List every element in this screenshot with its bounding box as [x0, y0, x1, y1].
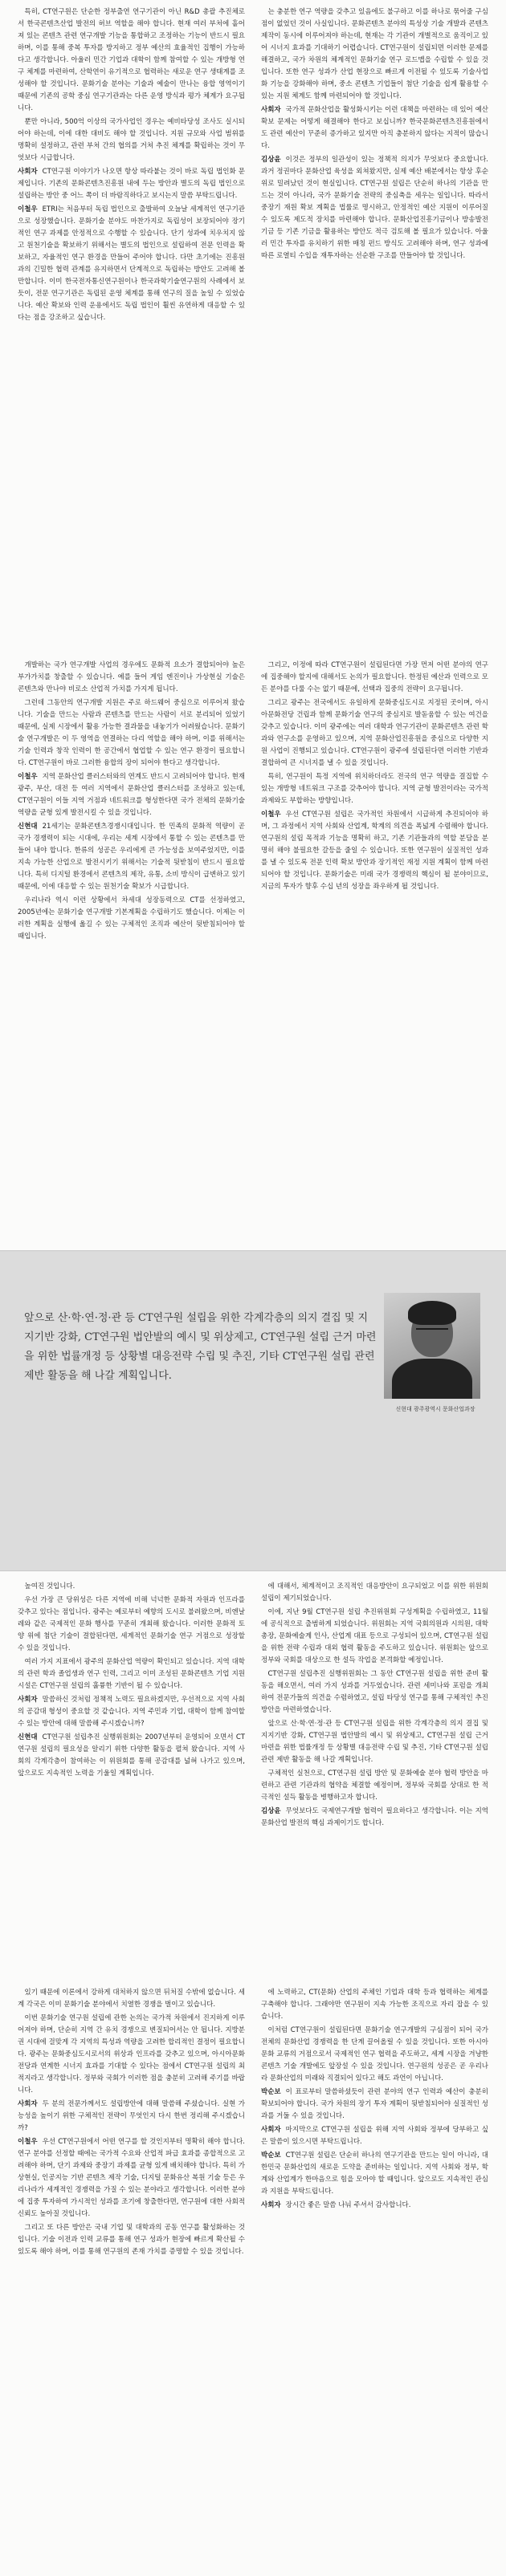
paragraph	[18, 2099, 245, 2135]
paragraph	[261, 771, 488, 807]
speaker-name: 신현대	[18, 823, 38, 831]
paragraph-text: 국가적 문화산업을 활성화시키는 이런 대책을 마련하는 데 있어 예산 확보 문제는 어떻게 해결해야 한다고 보십니까? 한국문화콘텐츠진흥원에서도 관련 예산이 꾸준히 증가하고 있지만 아직 충분하지 않다는 지적이 많습니다.	[261, 106, 488, 150]
paragraph	[261, 1668, 488, 1717]
speaker-name: 사회자	[261, 106, 281, 114]
speaker-name: 김상윤	[261, 1807, 281, 1815]
speaker-name: 신현대	[18, 1733, 38, 1741]
paragraph-text: 이처럼 CT연구원이 설립된다면 문화기술 연구개발의 구심점이 되어 국가 전체의 문화산업 경쟁력을 한 단계 끌어올릴 수 있을 것입니다. 또한 아시아 문화 교류의 거점으로서 국제적인 연구 협력을 주도하고, 세계 시장을 겨냥한 콘텐츠 기술 개발에도 앞장설 수 있을 것입니다. 연구원의 성공은 곧 우리나라 문화산업의 미래와 직결되어 있다고 해도 과언이 아닙니다.	[261, 2026, 488, 2082]
paragraph-text: 우선 CT연구원에서 어떤 연구를 할 것인지부터 명확히 해야 합니다. 연구 분야를 선정할 때에는 국가적 수요와 산업적 파급 효과를 종합적으로 고려해야 하며, 단기 과제와 중장기 과제를 균형 있게 배치해야 합니다. 특히 가상현실, 인공지능 기반 콘텐츠 제작 기술, 디지털 문화유산 복원 기술 등은 우리나라가 세계적인 경쟁력을 가질 수 있는 분야라고 생각합니다. 이러한 분야에 집중 투자하여 가시적인 성과를 조기에 창출한다면, 연구원에 대한 사회적 신뢰도 높아질 것입니다.	[18, 2138, 245, 2218]
paragraph	[18, 2222, 245, 2258]
paragraph-text: 에 대해서, 체계적이고 조직적인 대응방안이 요구되었고 이를 위한 위원회 설립이 제기되었습니다.	[261, 1583, 488, 1603]
article-section-1	[0, 6, 506, 634]
paragraph	[261, 660, 488, 696]
paragraph	[18, 2013, 245, 2097]
paragraph-text: 뿐만 아니라, 500억 이상의 국가사업인 경우는 예비타당성 조사도 실시되어야 하는데, 이에 대한 대비도 해야 할 것입니다. 지원 규모와 사업 범위를 명확히 설정하고, 관련 부처 간의 협의를 거쳐 추진 체계를 확립하는 것이 무엇보다 시급합니다.	[18, 118, 245, 162]
speaker-name: 사회자	[18, 168, 38, 176]
paragraph-text: 그런데 그동안의 연구개발 지원은 주로 하드웨어 중심으로 이루어져 왔습니다. 기술을 만드는 사람과 콘텐츠를 만드는 사람이 서로 분리되어 있었기 때문에, 실제 시장에서 활용 가능한 결과물을 내놓기가 어려웠습니다. 문화기술 연구개발은 이 두 영역을 연결하는 다리 역할을 해야 하며, 이를 위해서는 기술 인력과 창작 인력이 한 공간에서 협업할 수 있는 연구 환경이 필요합니다. CT연구원이 바로 그러한 융합의 장이 되어야 한다고 생각합니다.	[18, 699, 245, 767]
speaker-name: 박순보	[261, 2088, 281, 2096]
paragraph	[261, 1581, 488, 1605]
paragraph-text: 여러 가지 지표에서 광주의 문화산업 역량이 확인되고 있습니다. 지역 대학의 관련 학과 졸업생과 연구 인력, 그리고 이미 조성된 문화콘텐츠 기업 지원 시설은 CT연구원 설립의 훌륭한 기반이 될 수 있습니다.	[18, 1658, 245, 1690]
paragraph	[261, 2200, 488, 2212]
pull-quote-text: 앞으로 산·학·연·정·관 등 CT연구원 설립을 위한 각계각층의 의지 결집 및 지지기반 강화, CT연구원 법안발의 예시 및 위상제고, CT연구원 설립 근거 마련을 위한 법률개정 등 상황별 대응전략 수립 및 추진, 기타 CT연구원 설립 관련 제반 활동을 해 나갈 계획입니다.	[24, 1312, 377, 1382]
paragraph	[18, 166, 245, 202]
paragraph-text: 말씀하신 것처럼 정책적 노력도 필요하겠지만, 우선적으로 지역 사회의 공감대 형성이 중요할 것 같습니다. 지역 주민과 기업, 대학이 함께 참여할 수 있는 방안에 대해 말씀해 주시겠습니까?	[18, 1696, 245, 1728]
paragraph	[18, 771, 245, 819]
speaker-name: 사회자	[261, 2201, 281, 2209]
paragraph	[18, 821, 245, 893]
portrait-hair	[408, 1301, 456, 1325]
paragraph-text: 무엇보다도 국제연구개발 협력이 필요하다고 생각합니다. 이는 지역 문화산업 발전의 핵심 과제이기도 합니다.	[261, 1807, 488, 1827]
speaker-name: 이철우	[18, 2138, 38, 2146]
article-section-4	[0, 1987, 506, 2573]
paragraph-text: 특히, CT연구원은 단순한 정부출연 연구기관이 아닌 R&D 총괄 추진체로서 한국콘텐츠산업 발전의 허브 역할을 해야 합니다. 현재 여러 부처에 흩어져 있는 콘텐츠 관련 연구개발 기능을 통합하고 조정하는 기능이 반드시 필요하며, 이를 통해 중복 투자를 방지하고 정부 예산의 효율적인 집행이 가능하다고 생각합니다. 아울러 민간 기업과 대학이 함께 참여할 수 있는 개방형 연구 체계를 마련하여, 산학연이 유기적으로 협력하는 새로운 연구 생태계를 조성해야 할 것입니다. 문화기술 분야는 기술과 예술이 만나는 융합 영역이기 때문에 기존의 공학 중심 연구기관과는 다른 운영 방식과 평가 체계가 요구됩니다.	[18, 8, 245, 112]
speaker-name: 사회자	[18, 1696, 38, 1704]
paragraph	[261, 2124, 488, 2148]
paragraph-text: 지역 문화산업 클러스터와의 연계도 반드시 고려되어야 합니다. 현재 광주, 부산, 대전 등 여러 지역에서 문화산업 클러스터를 조성하고 있는데, CT연구원이 이들 지역 거점과 네트워크를 형성한다면 국가 전체의 문화기술 역량을 균형 있게 발전시킬 수 있을 것입니다.	[18, 773, 245, 817]
speaker-name: 사회자	[261, 2126, 281, 2134]
portrait-glasses	[416, 1328, 448, 1336]
column-left	[18, 660, 245, 1236]
paragraph-text: CT연구원 설립은 단순히 하나의 연구기관을 만드는 일이 아니라, 대한민국 문화산업의 새로운 도약을 준비하는 일입니다. 지역 사회와 정부, 학계와 산업계가 한마음으로 힘을 모아야 할 때입니다. 앞으로도 지속적인 관심과 지원을 부탁드립니다.	[261, 2151, 488, 2196]
paragraph	[18, 1581, 245, 1593]
speaker-portrait	[384, 1293, 480, 1399]
column-right	[261, 660, 488, 1236]
paragraph-text: 21세기는 문화콘텐츠경쟁시대입니다. 한 민족의 문화적 역량이 곧 국가 경쟁력이 되는 시대에, 우리는 세계 시장에서 통할 수 있는 콘텐츠를 만들어 내야 합니다. 한류의 성공은 우리에게 큰 가능성을 보여주었지만, 이를 지속 가능한 산업으로 발전시키기 위해서는 기술적 뒷받침이 반드시 필요합니다. 특히 디지털 환경에서 콘텐츠의 제작, 유통, 소비 방식이 급변하고 있기 때문에, 이에 대응할 수 있는 원천기술 확보가 시급합니다.	[18, 823, 245, 891]
paragraph-text: 에 노력하고, CT(문화) 산업의 주체인 기업과 대학 등과 협력하는 체계를 구축해야 합니다. 그래야만 연구원이 지속 가능한 조직으로 자리 잡을 수 있습니다.	[261, 1989, 488, 2021]
paragraph	[261, 1607, 488, 1667]
paragraph	[18, 116, 245, 165]
paragraph-text: 구체적인 실천으로, CT연구원 설립 방안 및 문화예술 분야 협력 방안을 마련하고 관련 기관과의 협약을 체결할 예정이며, 정부와 국회를 상대로 한 적극적인 설득 활동을 병행하고자 합니다.	[261, 1769, 488, 1802]
speaker-name: 박순보	[261, 2151, 281, 2160]
paragraph	[261, 2025, 488, 2085]
paragraph-text: 그리고 광주는 전국에서도 유일하게 문화중심도시로 지정된 곳이며, 아시아문화전당 건립과 함께 문화기술 연구의 중심지로 발돋움할 수 있는 여건을 갖추고 있습니다. 이미 광주에는 여러 대학과 연구기관이 문화콘텐츠 관련 학과와 연구소를 운영하고 있으며, 지역 문화산업진흥원을 중심으로 다양한 지원 사업이 진행되고 있습니다. CT연구원이 광주에 설립된다면 이러한 기반과 결합하여 큰 시너지를 낼 수 있을 것입니다.	[261, 699, 488, 767]
paragraph-text: 장시간 좋은 말씀 나눠 주셔서 감사합니다.	[285, 2201, 411, 2209]
paragraph-text: 개발하는 국가 연구개발 사업의 경우에도 문화적 요소가 결합되어야 높은 부가가치를 창출할 수 있습니다. 예를 들어 게임 엔진이나 가상현실 기술은 콘텐츠와 만나야 비로소 산업적 가치를 가지게 됩니다.	[18, 661, 245, 693]
speaker-name: 이철우	[18, 205, 38, 213]
paragraph	[261, 104, 488, 152]
paragraph	[18, 1656, 245, 1692]
paragraph	[18, 895, 245, 943]
paragraph	[18, 204, 245, 324]
paragraph	[261, 1806, 488, 1830]
paragraph-text: CT연구원 이야기가 나오면 항상 따라붙는 것이 바로 독립 법인화 문제입니다. 기존의 문화콘텐츠진흥원 내에 두는 방안과 별도의 독립 법인으로 설립하는 방안 중 어느 쪽이 더 바람직하다고 보시는지 말씀 부탁드립니다.	[18, 168, 245, 200]
article-section-3	[0, 1581, 506, 1974]
paragraph-text: 우리나라 역시 이런 상황에서 차세대 성장동력으로 CT를 선정하였고, 2005년에는 문화기술 연구개발 기본계획을 수립하기도 했습니다. 이제는 이러한 계획을 실행에 옮길 수 있는 구체적인 조직과 예산이 뒷받침되어야 할 때입니다.	[18, 896, 245, 941]
paragraph	[18, 1595, 245, 1655]
paragraph-text: 높여진 것입니다.	[24, 1583, 75, 1591]
paragraph	[261, 154, 488, 262]
paragraph-text: 그리고 또 다른 방안은 국내 기업 및 대학과의 공동 연구를 활성화하는 것입니다. 기술 이전과 인력 교류를 통해 연구 성과가 현장에 빠르게 확산될 수 있도록 해야 하며, 이를 통해 연구원의 존재 가치를 증명할 수 있을 것입니다.	[18, 2224, 245, 2256]
paragraph-text: 이 표로부터 말씀하셨듯이 관련 분야의 연구 인력과 예산이 충분히 확보되어야 합니다. 국가 차원의 장기 투자 계획이 뒷받침되어야 실질적인 성과를 거둘 수 있을 것입니다.	[261, 2088, 488, 2120]
paragraph-text: 특히, 연구원이 특정 지역에 위치하더라도 전국의 연구 역량을 결집할 수 있는 개방형 네트워크 구조를 갖추어야 합니다. 지역 균형 발전이라는 국가적 과제와도 부합하는 방향입니다.	[261, 773, 488, 805]
paragraph-text: 는 충분한 연구 역량을 갖추고 있음에도 불구하고 이를 하나로 묶어줄 구심점이 없었던 것이 사실입니다. 문화콘텐츠 분야의 특성상 기술 개발과 콘텐츠 제작이 동시에 이루어져야 하는데, 현재는 각 기관이 개별적으로 움직이고 있어 시너지 효과를 기대하기 어렵습니다. CT연구원이 설립되면 이러한 문제를 해결하고, 국가 차원의 체계적인 문화기술 연구 로드맵을 수립할 수 있을 것입니다. 또한 연구 성과가 산업 현장으로 빠르게 이전될 수 있도록 기술사업화 기능을 강화해야 하며, 중소 콘텐츠 기업들이 첨단 기술을 쉽게 활용할 수 있는 지원 체계도 함께 마련되어야 할 것입니다.	[261, 8, 488, 100]
article-section-2	[0, 660, 506, 1236]
column-right	[261, 1987, 488, 2573]
paragraph-text: CT연구원 설립추진 실행위원회는 2007년부터 운영되어 오면서 CT연구원 설립의 필요성을 알리기 위한 다양한 활동을 펼쳐 왔습니다. 지역 사회의 각계각층이 참여하는 이 위원회를 통해 공감대를 넓혀 나가고 있으며, 앞으로도 지속적인 노력을 기울일 계획입니다.	[18, 1733, 245, 1778]
speaker-name: 이철우	[18, 773, 38, 781]
paragraph-text: 두 분의 전문가께서도 설립방안에 대해 말씀해 주셨습니다. 실현 가능성을 높이기 위한 구체적인 전략이 무엇인지 다시 한번 정리해 주시겠습니까?	[18, 2100, 245, 2132]
paragraph-text: 마지막으로 CT연구원 설립을 위해 지역 사회와 정부에 당부하고 싶은 말씀이 있으시면 부탁드립니다.	[261, 2126, 488, 2146]
column-left	[18, 1581, 245, 1974]
paragraph-text: 우선 가장 큰 당위성은 다른 지역에 비해 넉넉한 문화적 자원과 인프라를 갖추고 있다는 점입니다. 광주는 예로부터 예향의 도시로 불려왔으며, 비엔날레와 같은 국제적인 문화 행사를 꾸준히 개최해 왔습니다. 이러한 문화적 토양 위에 첨단 기술이 결합된다면, 세계적인 문화기술 연구 거점으로 성장할 수 있을 것입니다.	[18, 1596, 245, 1652]
paragraph	[18, 697, 245, 770]
paragraph	[18, 6, 245, 115]
paragraph	[18, 1732, 245, 1780]
paragraph	[261, 1987, 488, 2023]
paragraph-text: 이에, 지난 9월 CT연구원 설립 추진위원회 구성계획을 수립하였고, 11월에 공식적으로 출범하게 되었습니다. 위원회는 지역 국회의원과 시의원, 대학 총장, 문화예술계 인사, 산업계 대표 등으로 구성되어 있으며, CT연구원 설립을 위한 전략 수립과 대외 협력 활동을 주도하고 있습니다. 위원회는 앞으로 정부와 국회를 대상으로 한 설득 작업을 본격화할 예정입니다.	[261, 1608, 488, 1664]
paragraph-text: ETRI는 처음부터 독립 법인으로 출발하여 오늘날 세계적인 연구기관으로 성장했습니다. 문화기술 분야도 마찬가지로 독립성이 보장되어야 장기적인 연구 과제를 안정적으로 수행할 수 있습니다. 단기 성과에 치우치지 않고 원천기술을 확보하기 위해서는 별도의 법인으로 설립하여 전문 인력을 확보하고, 자율적인 연구 환경을 만들어 주어야 합니다. 다만 초기에는 진흥원과의 긴밀한 협력 관계를 유지하면서 단계적으로 독립하는 방안도 고려해 볼 만합니다. 이미 한국전자통신연구원이나 한국과학기술연구원의 사례에서 보듯이, 전문 연구기관은 독립된 운영 체계를 통해 연구의 질을 높일 수 있었습니다. 예산 확보와 인력 운용에서도 독립 법인이 훨씬 유연하게 대응할 수 있다는 점을 강조하고 싶습니다.	[18, 205, 245, 322]
paragraph	[261, 6, 488, 103]
paragraph	[18, 1987, 245, 2011]
speaker-name: 이철우	[261, 811, 281, 819]
paragraph	[261, 2150, 488, 2198]
paragraph	[261, 697, 488, 770]
column-left	[18, 1987, 245, 2573]
paragraph	[18, 1694, 245, 1730]
paragraph-text: CT연구원 설립추진 실행위원회는 그 동안 CT연구원 설립을 위한 준비 활동을 해오면서, 여러 가지 성과를 거두었습니다. 관련 세미나와 포럼을 개최하여 전문가들의 의견을 수렴하였고, 설립 타당성 연구를 통해 구체적인 추진 방안을 마련하였습니다.	[261, 1670, 488, 1714]
column-right	[261, 6, 488, 634]
paragraph	[261, 2086, 488, 2123]
column-right	[261, 1581, 488, 1974]
speaker-name: 사회자	[18, 2100, 38, 2108]
paragraph-text: 이것은 정부의 일관성이 있는 정책적 의지가 무엇보다 중요합니다. 과거 정권마다 문화산업 육성을 외쳐왔지만, 실제 예산 배분에서는 항상 후순위로 밀려났던 것이 현실입니다. CT연구원 설립은 단순히 하나의 기관을 만드는 것이 아니라, 국가 문화기술 전략의 중심축을 세우는 일입니다. 따라서 중장기 재원 확보 계획을 법률로 명시하고, 안정적인 예산 지원이 이루어질 수 있도록 제도적 장치를 마련해야 합니다. 문화산업진흥기금이나 방송발전기금 등 기존 기금을 활용하는 방안도 적극 검토해 볼 필요가 있습니다. 아울러 민간 투자를 유치하기 위한 매칭 펀드 방식도 고려해야 하며, 연구 성과에 따른 로열티 수입을 재투자하는 선순환 구조를 만들어야 할 것입니다.	[261, 156, 488, 260]
paragraph	[261, 1718, 488, 1766]
paragraph	[261, 809, 488, 893]
paragraph	[261, 1768, 488, 1804]
paragraph-text: 우선 CT연구원 설립은 국가적인 차원에서 시급하게 추진되어야 하며, 그 과정에서 지역 사회와 산업계, 학계의 의견을 폭넓게 수렴해야 합니다. 연구원의 설립 목적과 기능을 명확히 하고, 기존 기관들과의 역할 분담을 분명히 해야 불필요한 갈등을 줄일 수 있습니다. 또한 연구원이 실질적인 성과를 낼 수 있도록 전문 인력 확보 방안과 장기적인 재정 지원 계획이 함께 마련되어야 할 것입니다. 문화기술은 미래 국가 경쟁력의 핵심이 될 분야이므로, 지금의 투자가 향후 수십 년의 성장을 좌우하게 될 것입니다.	[261, 811, 488, 891]
portrait-caption: 신현대 광주광역시 문화산업과장	[395, 1406, 475, 1412]
paragraph-text: 있기 때문에 이론에서 강하게 대처하지 않으면 뒤처질 수밖에 없습니다. 세계 각국은 이미 문화기술 분야에서 치열한 경쟁을 벌이고 있습니다.	[18, 1989, 245, 2009]
portrait-body	[392, 1359, 472, 1399]
pull-quote-box	[0, 1250, 506, 1571]
column-left	[18, 6, 245, 634]
paragraph	[18, 2136, 245, 2220]
paragraph-text: 이번 문화기술 연구원 설립에 관한 논의는 국가적 차원에서 진지하게 이루어져야 하며, 단순히 지역 간 유치 경쟁으로 변질되어서는 안 됩니다. 지방분권 시대에 걸맞게 각 지역의 특성과 역량을 고려한 합리적인 결정이 필요합니다. 광주는 문화중심도시로서의 위상과 인프라를 갖추고 있으며, 아시아문화전당과 연계한 시너지 효과를 기대할 수 있다는 점에서 CT연구원 설립의 최적지라고 생각합니다. 정부와 국회가 이러한 점을 충분히 고려해 주기를 바랍니다.	[18, 2014, 245, 2095]
speaker-name: 김상윤	[261, 156, 281, 164]
paragraph	[18, 660, 245, 696]
paragraph-text: 그리고, 이정에 따라 CT연구원이 설립된다면 가장 먼저 어떤 분야의 연구에 집중해야 할지에 대해서도 논의가 필요합니다. 한정된 예산과 인력으로 모든 분야를 다룰 수는 없기 때문에, 선택과 집중의 전략이 요구됩니다.	[261, 661, 488, 693]
paragraph-text: 앞으로 산·학·연·정·관 등 CT연구원 설립을 위한 각계각층의 의지 결집 및 지지기반 강화, CT연구원 법안발의 예시 및 위상제고, CT연구원 설립 근거 마련을 위한 법률개정 등 상황별 대응전략 수립 및 추진, 기타 CT연구원 설립 관련 제반 활동을 해 나갈 계획입니다.	[261, 1720, 488, 1764]
